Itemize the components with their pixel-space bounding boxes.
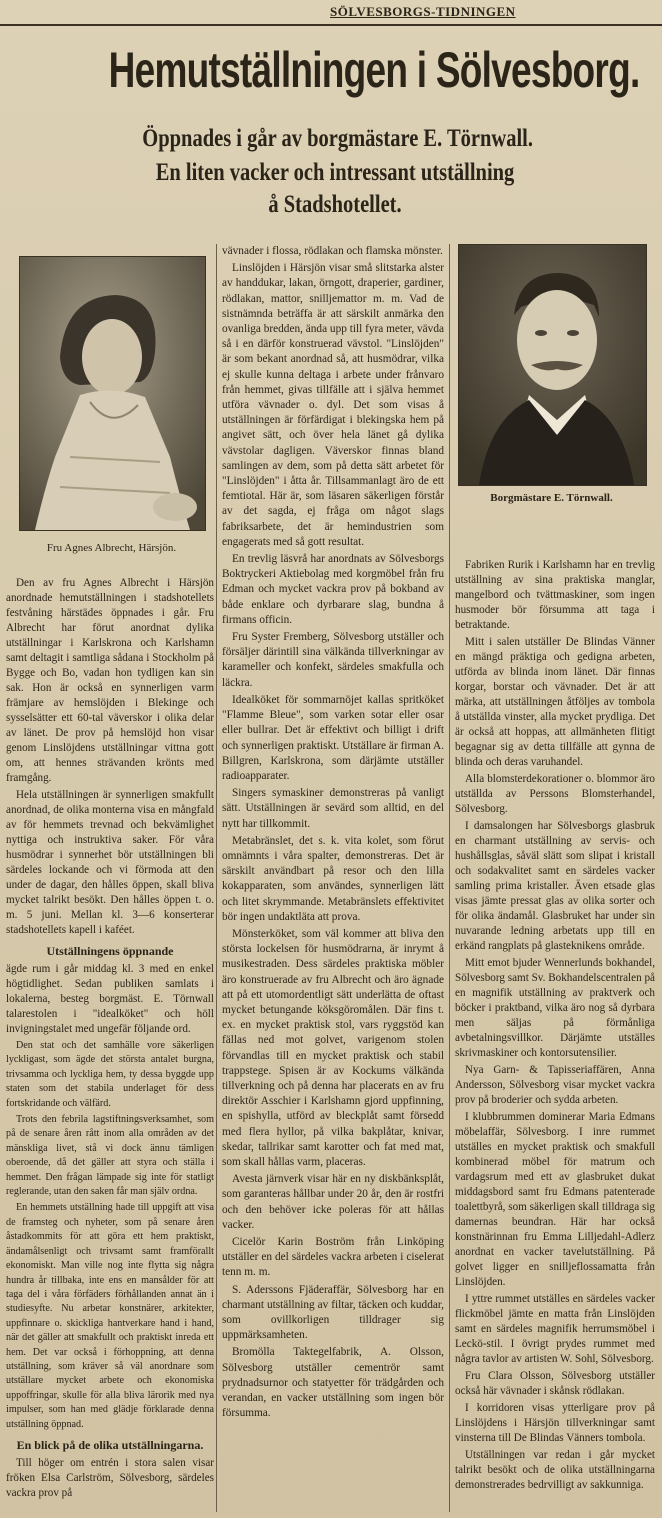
column-3 <box>455 558 655 1495</box>
paragraph: Cicelör Karin Boström från Linköping utställer en del särdeles vackra arbeten i ciselerat tenn m. m. <box>222 1236 444 1279</box>
subheading-2: En liten vacker och intressant utställning <box>155 159 515 186</box>
photo-tornwall <box>458 244 647 486</box>
paragraph: Metabränslet, det s. k. vita kolet, som förut omnämnts i våra spalter, demonstreras. Det är särskilt användbart på resor och den lilla kokapparaten, som användes, synnerligen lätt och litet skrymmande. Metabränslets effektivitet bör ingen undaktläta att prova. <box>222 834 444 923</box>
speech-paragraph: Den stat och det samhälle vore säkerligen lyckligast, som ägde det största antalet burgna, trivsamma och lyckliga hem, ty dessa byggde upp staten som det stabila underlaget för dess fortskridande och välfärd. <box>6 1040 214 1109</box>
section-heading-opening: Utställningens öppnande <box>46 944 174 958</box>
speech-paragraph: En hemmets utställning hade till uppgift att visa de framsteg och nyheter, som på senare åren åstadkommits för att göra ett hem praktiskt, ändamålsenligt och trivsamt samt framförallt ekonomiskt. Man ville nog inte flytta sig några hundra år tillbaka, inte ens en mansålder för att taga del i våra förfäders förhållanden annat än i studiesyfte. Nu arbetar konstnärer, arkitekter, uppfinnare o. skickliga hantverkare hand i hand, när det gäller att smakfullt och praktiskt inreda ett hem. Det var också i förhoppning, att denna utställning, som kräver så väl anordnare som utställare mycket arbete och ekonomiska uppoffringar, skulle för alla bliva lärorik med nya impulser, som han med glädje förklarade denna utställning öppnad. <box>6 1202 214 1430</box>
column-2 <box>222 244 444 1423</box>
paragraph: Avesta järnverk visar här en ny diskbänksplåt, som garanteras hållbar under 20 år, den är rostfri och den behöver icke poleras för att hållas vacker. <box>222 1173 444 1231</box>
paragraph: I klubbrummen dominerar Maria Edmans möbelaffär, Sölvesborg. I inre rummet utställes en mycket praktisk och smakfull kombinerad möbel för matrum och vardagsrum med ett av glasbruket dukat middagsbord samt fru Edmans patenterade toalettbyrå, som säkerligen skall tilldraga sig damernas beundran. Här har också konstnärinnan fru Emma Lilljedahl-Adlerz anordnat en vacker tavelutställning. På golvet ligger en snilljeflossamatta från Linslöjden. <box>455 1111 655 1288</box>
section-heading-overview: En blick på de olika utställningarna. <box>16 1437 204 1452</box>
subheading-1: Öppnades i går av borgmästare E. Törnwall. <box>142 125 533 152</box>
paragraph: Fru Clara Olsson, Sölvesborg utställer också här vävnader i skånsk rödlakan. <box>455 1370 655 1397</box>
headline: Hemutställningen i Sölvesborg. <box>108 42 640 98</box>
masthead-rule <box>0 24 662 26</box>
paragraph: ägde rum i går middag kl. 3 med en enkel högtidlighet. Sedan publiken samlats i lokalerna, besteg borgmäst. E. Törnwall talarestolen i "idealköket" och höll invigningstalet med ungefär följande ord. <box>6 963 214 1035</box>
photo-caption-tornwall: Borgmästare E. Törnwall. <box>490 492 613 504</box>
paragraph: I korridoren visas ytterligare prov på Linslöjdens i Härsjön tillverkningar samt vinsterna till De Blindas Vänners tombola. <box>455 1402 655 1444</box>
paragraph: I damsalongen har Sölvesborgs glasbruk en charmant utställning av servis- och hushållsglas, såväl slätt som slipat i kristall och sodakvalitet samt en särdeles vacker samling prima kristaller. Även etsade glas visas jämte pressat glas av olika sorter och för olika ändamål. Glasbruket har under sin nuvarande ledning arbetats upp till en erkänd rangplats på glasteknikens område. <box>455 820 655 952</box>
paragraph: vävnader i flossa, rödlakan och flamska mönster. <box>222 245 443 257</box>
paragraph: Mitt emot bjuder Wennerlunds bokhandel, Sölvesborg samt Sv. Bokhandelscentralen på en magnifik utställning av praktverk och böcker i praktband, vilka äro nog så dyrbara men säljas på förmånliga avbetalningsvillkor. Därjämte utställes skrivmaskiner och kontorsutensilier. <box>455 957 655 1059</box>
paragraph: S. Aderssons Fjäderaffär, Sölvesborg har en charmant utställning av filtar, täcken och kuddar, som ovillkorligen tilldrager sig uppmärksamheten. <box>222 1283 444 1342</box>
column-rule-2 <box>449 244 450 1512</box>
paragraph: Mitt i salen utställer De Blindas Vänner en mängd präktiga och gedigna arbeten, utförda av blinda inom länet. Där finnas korgar, borstar och vävnader. Det är att märka, att utställningen åtföljes av tombola å utställda vinster, alla mycket prydliga. Det är också att hoppas, att allmänheten flitigt begagnar sig av detta tillfälle att gynna de blinda och deras varuhandel. <box>455 636 655 768</box>
paragraph: I yttre rummet utställes en särdeles vacker flickmöbel jämte en matta från Linslöjden samt en särdeles magnifik herrumsmöbel i Leckö-stil. I övrigt prydes rummet med några tavlor av artisten W. Sohl, Sölvesborg. <box>455 1293 655 1365</box>
paragraph: Till höger om entrén i stora salen visar fröken Elsa Carlström, Sölvesborg, särdeles vackra prov på <box>6 1456 214 1499</box>
subheading-3: å Stadshotellet. <box>268 191 402 218</box>
portrait-woman-image <box>20 257 205 530</box>
column-rule-1 <box>216 244 217 1512</box>
paragraph: Bromölla Taktegelfabrik, A. Olsson, Sölvesborg utställer cementrör samt prydnadsurnor och statyetter för trädgården och verandan, en vacker utställning som ingen bör försumma. <box>222 1346 444 1420</box>
column-1 <box>6 576 214 1503</box>
paragraph: Linslöjden i Härsjön visar små slitstarka alster av handdukar, lakan, örngott, draperier, gardiner, rödlakan, mattor, snilljemattor m. m. Vad de sistnämnda beträffa är att särskilt anmärka den ovanliga bredden, ända upp till fyra meter, vävda så i en därför konstruerad vävstol. "Linslöjden" är som bekant anordnad så, att husmödrar, vilka ej skulle kunna deltaga i arbete under frånvaro från hemmet, givas tillfälle att i själva hemmet utföra vävnader o. dyl. Det som visas å utställningen är förfärdigat i blekingska hem på angivet sätt, och över hela länet gå dylika vävstolar dagligen. Väverskor finnas bland samlingen av dem, som på detta sätt arbetet för "Linslöjden" i åtta år. Tillsammanlagt äro de ett femtiotal. Här är, som läsaren säkerligen förstår av det sagda, ej fråga om något slags fabriksarbete, det är hemindustrien som engagerats med så gott resultat. <box>222 262 444 548</box>
paragraph: Nya Garn- & Tapisseriaffären, Anna Andersson, Sölvesborg visar mycket vackra prov på broderier och sydda arbeten. <box>455 1064 655 1106</box>
paragraph: Mönsterköket, som väl kommer att bliva den största lockelsen för husmödrarna, är inrymt å musikestraden. Dess särdeles praktiska möbler äro konstruerade av fru Albrecht och äro ägnade att på ett utomordentligt sätt underlätta de oftast mycket betungande köksgöromålen. Där fins t. ex. en mycket praktisk stol, vars ryggstöd kan fällas ned mot golvet, varigenom stolen förvandlas till en mycket praktisk och stabil trappstege. Spisen är av Kockums välkända tillverkning och på denna har placerats en av fru direktör Asschier i Karlshamn gjord uppfinning, en spishylla, utförd av bleckplåt samt försedd med flera hyllor, på vilka bakplåtar, knivar, skedar, tallrikar samt karotter och fat med mat, som skall hållas varm, placeras. <box>222 927 444 1168</box>
photo-agnes-albrecht <box>19 256 206 531</box>
paragraph: Den av fru Agnes Albrecht i Härsjön anordnade hemutställningen i stadshotellets festvåning härstädes öppnades i går. Fru Albrecht har förut anordnat dylika utställningar i Karlskrona och Karlshamn samt deltagit i samtliga sådana i Stockholm på Bygge och Bo, vadan hon tydligen kan sin sak. Hon är också en synnerligen varm främjare av hemslöjden i Blekinge och sysselsätter ett 60-tal väverskor i olika delar av länet. De prov på hemslöjd hon visar genom Linslöjdens utställningar vittna gott om, att hennes strävanden krönts med framgång. <box>6 577 214 784</box>
speech-paragraph: Trots den febrila lagstiftningsverksamhet, som på de senare åren rått inom alla områden av det mänskliga livet, stå vi dock ännu tämligen oberoende, då det gäller att styra och ställa i hemmet. Den frågan lämpade sig inte för statligt reglerande, utan den saken får man själv ordna. <box>6 1114 214 1198</box>
paragraph: Fabriken Rurik i Karlshamn har en trevlig utställning av sina praktiska manglar, mangelbord och tvättmaskiner, som ingen husmoder bör försumma att taga i betraktande. <box>455 559 655 631</box>
paragraph: En trevlig läsvrå har anordnats av Sölvesborgs Boktryckeri Aktiebolag med korgmöbel från fru Edman och mycket vackra prov på bokband av både enklare och dyrbarare slag, bundna å firmans officin. <box>222 553 444 626</box>
paragraph: Hela utställningen är synnerligen smakfullt anordnad, de olika monterna visa en mångfald av för hemmets trevnad och bekvämlighet nyttiga och instruktiva saker. För våra husmödrar i synnerhet bör utställningen bli särdeles lockande och vi förmoda att den under de dagar, den hålles öppen, skall bliva mycket talrikt besökt. Den hålles öppen t. o. m. 5 juni. Mellan kl. 3—6 konserterar stadshotellets kapell i kaféet. <box>6 789 214 936</box>
paragraph: Singers symaskiner demonstreras på vanligt sätt. Utställningen är sevärd som alltid, en del nytt har tillkommit. <box>222 787 444 830</box>
portrait-man-image <box>459 245 646 485</box>
masthead <box>0 0 662 26</box>
paragraph: Idealköket för sommarnöjet kallas spritköket "Flamme Bleue", som varken sotar eller osar eller bullrar. Det är effektivt och billigt i drift och synnerligen praktiskt. Utställare är firman A. Billgren, Karlskrona, som därjämte utställer radioapparater. <box>222 693 444 782</box>
paragraph: Alla blomsterdekorationer o. blommor äro utställda av Perssons Blomsterhandel, Sölvesborg. <box>455 773 655 815</box>
paragraph: Utställningen var redan i går mycket talrikt besökt och de olika utställningarna demonstrerades bedrvilligt av sakkunniga. <box>455 1449 655 1491</box>
photo-caption-albrecht: Fru Agnes Albrecht, Härsjön. <box>46 542 177 554</box>
paragraph: Fru Syster Fremberg, Sölvesborg utställer och försäljer därintill sina välkända tillverkningar av karameller och konfekt, särdeles smakfulla och läckra. <box>222 631 444 689</box>
newspaper-name: SÖLVESBORGS-TIDNINGEN <box>330 4 516 19</box>
